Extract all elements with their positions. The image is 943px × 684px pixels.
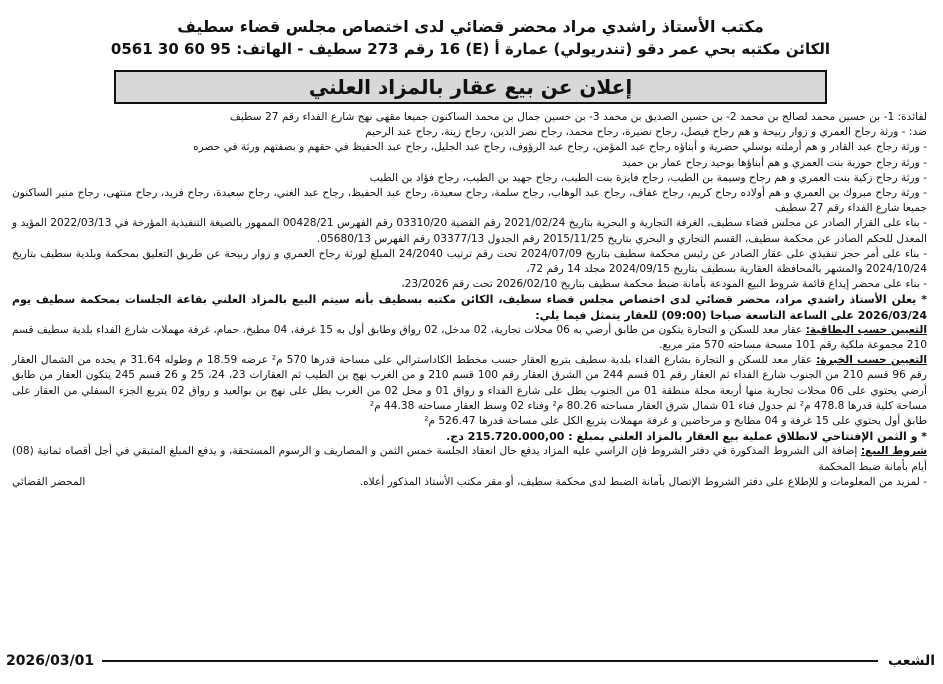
paragraph-seizure-order: - بناء على أمر حجز تنفيذي على عقار الصادر عن رئيس محكمة سطيف بتاريخ 2024/07/09 تحت رقم ترتيب 24/2040 المبلغ لورثة رجاح العمري و زوار ربيحة عن طريق التعليق بمحكمة وبلدية سطيف بتاريخ 2024/10/24 والمشهر بالمحافظة العقارية بسطيف بتاريخ 2024/09/15 مجلد 14 رقم 72، [12, 247, 928, 276]
signature: المحضر القضائي [12, 475, 86, 488]
info-signature-row [12, 475, 927, 490]
office-address: الكائن مكتبه بحي عمر دقو (تندريولي) عمارة أ (E) 16 رقم 273 سطيف - الهاتف: 95 60 30 0561 [110, 40, 831, 58]
banner-title: إعلان عن بيع عقار بالمزاد العلني [308, 75, 633, 99]
office-title: مكتب الأستاذ راشدي مراد محضر قضائي لدى اختصاص مجلس قضاء سطيف [177, 17, 764, 36]
sale-conditions-text: إضافة الى الشروط المذكورة في دفتر الشروط فإن الراسي عليه المزاد يدفع حال انعقاد الجلسة خمس الثمن و المصاريف و الرسوم المستحقة، و يدفع المبلغ المتبقي في أجل أقصاه ثمانية (08) أيام بأمانة ضبط المحكمة [12, 445, 927, 473]
footer-divider [102, 660, 878, 662]
sale-announcement: * يعلن الأستاذ راشدي مراد، محضر قضائي لدى اختصاص مجلس قضاء سطيف، الكائن مكتبه بسطيف بأنه سيتم البيع بالمزاد العلني بقاعة الجلسات بمحكمة سطيف يوم 2026/03/24 على الساعة التاسعة صباحا (09:00) للعقار يتمثل فيما يلي: [12, 293, 927, 322]
sale-conditions-label: شروط البيع: [860, 445, 927, 458]
expert-description-label: التعيين حسب الخبرة: [816, 354, 927, 367]
newspaper-name: الشعب [887, 653, 935, 669]
legal-description [12, 323, 927, 353]
paragraph-court-decision: - بناء على القرار الصادر عن مجلس قضاء سطيف، الغرفة التجارية و البحرية بتاريخ 2021/02/24 رقم القضية 03310/20 رقم الفهرس 00428/21 الممهور بالصيغة التنفيذية المؤرخة في 2022/03/13 المؤيد و المعدل للحكم الصادر عن محكمة سطيف، القسم التجاري و البحري بتاريخ 2015/11/25 رقم الجدول 03377/13 رقم الفهرس 05680/13. [12, 217, 927, 245]
legal-description-label: التعيين حسب البطاقية: [805, 323, 927, 336]
paragraph-heirs-1: - ورثة رجاح عبد القادر و هم أرملته بوسلي حضرية و أبناؤه رجاح عبد المؤمن، رجاح عبد الرؤوف، رجاح عبد الجليل، رجاح عبد الحفيظ في حقهم و بصفتهم ورثة في حصره [193, 141, 927, 154]
notice-banner [114, 70, 827, 104]
paragraph-heirs-2: - ورثة رجاح حورية بنت العمري و هم أبناؤها بوحيد رجاح عمار بن حميد [622, 156, 927, 169]
paragraph-conditions-filing: - بناء على محضر إيداع قائمة شروط البيع المودعة بأمانة ضبط محكمة سطيف بتاريخ 2026/02/10 تحت رقم 23/2026، [401, 278, 927, 291]
expert-description-text: عقار معد للسكن و التجارة بشارع الفداء بلدية سطيف بتربع العقار حسب مخطط الكاداسترالي على مساحة قدرها 570 م² عرضه 18.59 م وطوله 31.64 م يحده من الشمال العقار رقم 96 قسم 210 من الجنوب شارع الفداء ثم العقار رقم 01 قسم 244 من الشرق العقار رقم 100 قسم 210 و من الغرب نهج بن الطيب ثم العقارات 23، 24، 25 و 26 قسم 245 يتكون العقار من طابق أرضي يحتوي على 06 محلات تجارية منها أربعة محلة منطقة 01 من الجنوب يطل على شارع الفداء و رواق 01 و محل 02 من الغرب يطل على نهج بن بوالعيد و رواق 02 يتربع الجزء السفلي من العقار على مساحة كلية قدرها 478.8 م² ثم جدول فناء 01 شمال شرق العقار مساحته 80.26 م² وفناء 02 وسط العقار مساحته 44.38 م² [12, 354, 927, 412]
more-info: - لمزيد من المعلومات و للإطلاع على دفتر الشروط الإتصال بأمانة الضبط لدى محكمة سطيف، أو مقر مكتب الأستاذ المذكور أعلاه. [359, 475, 927, 488]
paragraph-heirs-3: - ورثة رجاح زكية بنت العمري و هم رجاح وسيمة بن الطيب، رجاح فايزة بنت الطيب، رجاح جهيد بن الطيب، رجاح فؤاد بن الطيب [369, 171, 927, 184]
notice-header [6, 16, 935, 60]
legal-description-text: عقار معد للسكن و التجارة يتكون من طابق أرضي به 06 محلات تجارية، 02 مدخل، 02 رواق وطابق أول به 15 غرفة، 04 مطبخ، حمام، غرفة مهملات شارع الفداء بلدية سطيف قسم 210 مجموعة ملكية رقم 101 مسحة مساحته 570 متر مربع. [12, 323, 927, 352]
expert-description-extra: طابق أول يحتوي على 15 غرفة و 04 مطابخ و مرحاضين و غرفة مهملات يتربع الكل على مساحة قدرها 526.47 م² [424, 415, 927, 428]
expert-description [12, 353, 927, 414]
opening-price: * و الثمن الإفتتاحي لانطلاق عملية بيع العقار بالمزاد العلني بمبلغ : 215.720.000,00 دج. [446, 430, 927, 444]
paragraph-heirs-4: - ورثة رجاح مبروك بن العمري و هم أولاده رجاح كريم، رجاح عفاف، رجاح عبد الوهاب، رجاح سلمة، رجاح سعيدة، رجاح عبد الحفيظ، رجاح عبد الغني، رجاح سعيدة، رجاح فريد، رجاح منتهى، رجاح منير الساكنون جميعا شارع الفداء رقم 27 سطيف [12, 187, 927, 215]
paragraph-against: ضد: - ورثة رجاح العمري و زوار ربيحة و هم رجاح فيصل، رجاح نصيرة، رجاح محمد، رجاح نصر الدين، رجاح زينة، رجاح عبد الرحيم [365, 126, 927, 139]
sale-conditions [12, 444, 927, 474]
notice-footer [6, 650, 935, 672]
notice-body [6, 110, 935, 490]
legal-notice [6, 6, 935, 674]
paragraph-beneficiaries: لفائدة: 1- بن حسين محمد لصالح بن محمد 2- بن حسين الصديق بن محمد 3- بن حسين جمال بن محمد الساكنون جميعا مقهى نهج شارع الفداء رقم 27 سطيف [229, 111, 927, 123]
publication-date: 2026/03/01 [6, 653, 95, 669]
